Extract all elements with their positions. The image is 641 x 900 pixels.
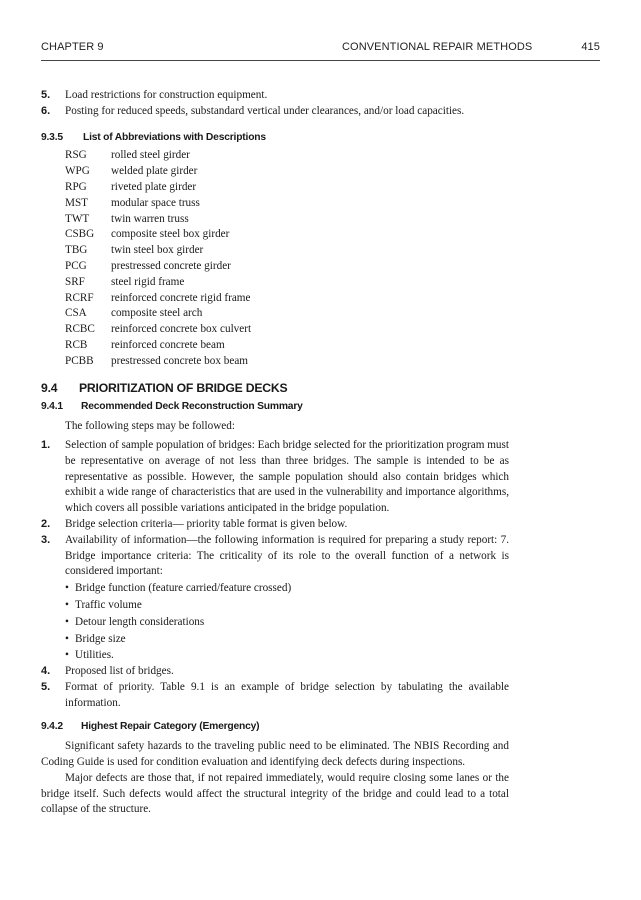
- section-title: List of Abbreviations with Descriptions: [83, 131, 266, 143]
- bullet-text: Bridge size: [75, 632, 126, 645]
- table-row: [65, 243, 251, 259]
- bullet-icon: •: [65, 632, 69, 645]
- abbr-code: PCG: [65, 259, 87, 272]
- abbr-code: RPG: [65, 180, 87, 193]
- table-row: [65, 322, 251, 338]
- bullet-item: [41, 632, 509, 648]
- bullet-text: Bridge function (feature carried/feature crossed): [75, 582, 292, 595]
- chapter-label: CHAPTER 9: [41, 41, 104, 53]
- abbr-desc: modular space truss: [111, 196, 200, 209]
- abbr-code: CSA: [65, 307, 87, 320]
- abbreviations-table: [65, 148, 251, 369]
- section-title: Recommended Deck Reconstruction Summary: [81, 401, 303, 413]
- item-number: 6.: [41, 104, 51, 117]
- table-row: [65, 291, 251, 307]
- table-row: [65, 275, 251, 291]
- abbr-desc: composite steel box girder: [111, 228, 230, 241]
- bullet-item: [41, 581, 509, 597]
- page-body: [41, 88, 523, 818]
- item-number: 5.: [41, 89, 51, 101]
- abbr-desc: reinforced concrete rigid frame: [111, 291, 251, 304]
- abbr-desc: prestressed concrete girder: [111, 259, 231, 272]
- item-text: Format of priority. Table 9.1 is an example of bridge selection by tabulating the available information.: [65, 680, 509, 709]
- abbr-desc: twin steel box girder: [111, 244, 204, 257]
- header-rule: [41, 60, 600, 61]
- table-row: [65, 212, 251, 228]
- abbr-desc: reinforced concrete beam: [111, 338, 225, 351]
- section-heading-9-4-1: [41, 399, 509, 415]
- bullet-icon: •: [65, 615, 69, 628]
- abbr-code: TBG: [65, 244, 88, 257]
- abbr-code: WPG: [65, 165, 90, 178]
- bullet-icon: •: [65, 598, 69, 611]
- table-row: [65, 164, 251, 180]
- item-number: 5.: [41, 680, 51, 693]
- abbr-code: RCB: [65, 338, 88, 351]
- abbr-desc: twin warren truss: [111, 212, 189, 225]
- abbr-code: MST: [65, 196, 89, 209]
- paragraph: Significant safety hazards to the traveling public need to be eliminated. The NBIS Recording and Coding Guide is used for condition evaluation and identifying deck defects during inspections.: [41, 740, 509, 769]
- table-row: [65, 306, 251, 322]
- section-heading-9-4-2: [41, 719, 509, 735]
- list-item: [41, 438, 509, 517]
- steps-intro: The following steps may be followed:: [65, 420, 235, 433]
- section-title: PRIORITIZATION OF BRIDGE DECKS: [79, 380, 288, 395]
- bullet-item: [41, 598, 509, 614]
- bullet-text: Utilities.: [75, 649, 114, 662]
- abbr-code: SRF: [65, 275, 85, 288]
- chapter-title: CONVENTIONAL REPAIR METHODS: [342, 41, 533, 53]
- abbr-desc: steel rigid frame: [111, 275, 185, 288]
- item-number: 2.: [41, 517, 51, 530]
- abbr-desc: riveted plate girder: [111, 180, 197, 193]
- abbr-code: RCBC: [65, 323, 95, 336]
- abbr-desc: rolled steel girder: [111, 149, 190, 162]
- abbr-desc: prestressed concrete box beam: [111, 354, 248, 367]
- abbr-desc: composite steel arch: [111, 307, 203, 320]
- section-heading-9-3-5: [41, 130, 509, 146]
- section-number: 9.4: [41, 380, 58, 395]
- table-row: [65, 259, 251, 275]
- item-text: Selection of sample population of bridges: Each bridge selected for the prioritization program must be representative on average of not less than three bridges. The sample is intended to be as representative as possible. However, the sample population should also contain bridges which exhibit a wide range of characteristics that are used in the vulnerability and importance algorithms, which covers all possible variations anticipated in the bridge population.: [65, 438, 509, 515]
- item-number: 4.: [41, 665, 51, 678]
- section-number: 9.4.1: [41, 401, 63, 413]
- page-number: 415: [581, 41, 600, 53]
- bullet-icon: •: [65, 582, 69, 595]
- table-row: [65, 196, 251, 212]
- bullet-text: Detour length considerations: [75, 615, 205, 628]
- list-item: [41, 517, 509, 533]
- item-text: Bridge selection criteria— priority table format is given below.: [65, 517, 348, 530]
- abbr-code: CSBG: [65, 228, 95, 241]
- bullet-text: Traffic volume: [75, 598, 142, 611]
- bullet-icon: •: [65, 649, 69, 662]
- abbr-code: PCBB: [65, 354, 94, 367]
- list-item: [41, 680, 509, 712]
- list-item: [41, 88, 509, 104]
- item-text: Load restrictions for construction equipment.: [65, 89, 268, 101]
- table-row: [65, 227, 251, 243]
- bullet-item: [41, 648, 509, 664]
- table-row: [65, 180, 251, 196]
- section-number: 9.3.5: [41, 131, 63, 143]
- section-heading-9-4: [41, 381, 509, 397]
- table-row: [65, 148, 251, 164]
- section-number: 9.4.2: [41, 721, 63, 733]
- list-item: [41, 664, 509, 680]
- item-text: Availability of information—the following information is required for preparing a study report: 7. Bridge importance criteria: The criticality of its role to the overall function of a network is considered important:: [65, 533, 523, 578]
- item-text: Posting for reduced speeds, substandard vertical under clearances, and/or load capacities.: [65, 104, 465, 117]
- abbr-code: RCRF: [65, 291, 94, 304]
- item-text: Proposed list of bridges.: [65, 665, 174, 678]
- abbr-desc: reinforced concrete box culvert: [111, 323, 252, 336]
- table-row: [65, 338, 251, 354]
- abbr-code: TWT: [65, 212, 90, 225]
- bullet-item: [41, 615, 509, 631]
- item-number: 3.: [41, 533, 51, 546]
- running-header: [41, 41, 600, 57]
- item-number: 1.: [41, 438, 51, 451]
- paragraph: Major defects are those that, if not repaired immediately, would require closing some lanes or the bridge itself. Such defects would affect the structural integrity of the bridge and could lead to a total collapse of the structure.: [41, 771, 509, 816]
- abbr-code: RSG: [65, 149, 87, 162]
- table-row: [65, 354, 251, 370]
- section-title: Highest Repair Category (Emergency): [81, 721, 260, 733]
- list-item: [41, 533, 523, 580]
- list-item: [41, 104, 509, 120]
- abbr-desc: welded plate girder: [111, 165, 198, 178]
